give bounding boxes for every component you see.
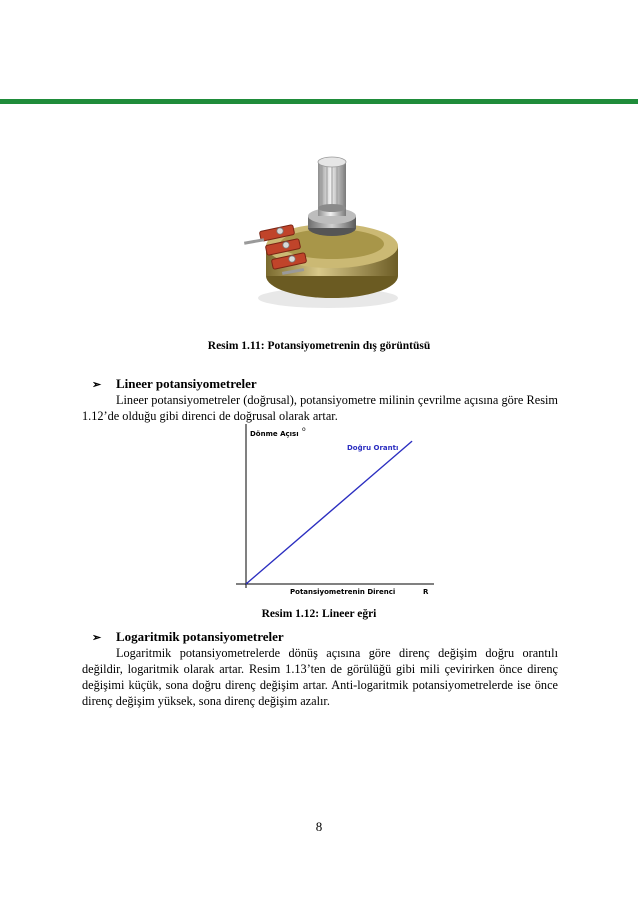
legend-label: Doğru Orantı [347, 444, 399, 452]
heading-text: Logaritmik potansiyometreler [116, 629, 284, 644]
heading-text: Lineer potansiyometreler [116, 376, 257, 391]
paragraph-log [82, 645, 558, 709]
paragraph-text: Logaritmik potansiyometrelerde dönüş açısına göre direnç değişim doğru orantılı değildir, logaritmik olarak artar. Resim 1.13’ten de görülüğü gibi mili çevirirken önce direnç değişimi küçük, sona doğru direnç değişim artar. Anti-logaritmik potansiyometrelerde ise önce direnç değişim yüksek, sona direnç değişim azalır. [82, 646, 558, 708]
linear-curve-chart [234, 420, 440, 598]
y-axis-unit: o [302, 426, 306, 433]
header-rule [0, 99, 638, 104]
bullet-arrow-icon: ➢ [92, 379, 102, 391]
figure-caption-1: Resim 1.11: Potansiyometrenin dış görüntüsü [207, 340, 431, 352]
bullet-arrow-icon: ➢ [92, 632, 102, 644]
section-heading-linear [92, 376, 257, 392]
y-axis-label: Dönme Açısı [250, 430, 299, 438]
section-heading-log [92, 629, 284, 645]
potentiometer-photo [232, 148, 408, 318]
series-line [246, 441, 412, 584]
page-number: 8 [315, 819, 323, 834]
x-axis-end-label: R [423, 588, 429, 596]
figure-caption-2: Resim 1.12: Lineer eğri [261, 608, 377, 620]
x-axis-label: Potansiyometrenin Direnci [290, 588, 396, 596]
paragraph-text: Lineer potansiyometreler (doğrusal), potansiyometre milinin çevrilme açısına göre Resim 1.12’de olduğu gibi direnci de doğrusal olarak artar. [82, 393, 558, 423]
